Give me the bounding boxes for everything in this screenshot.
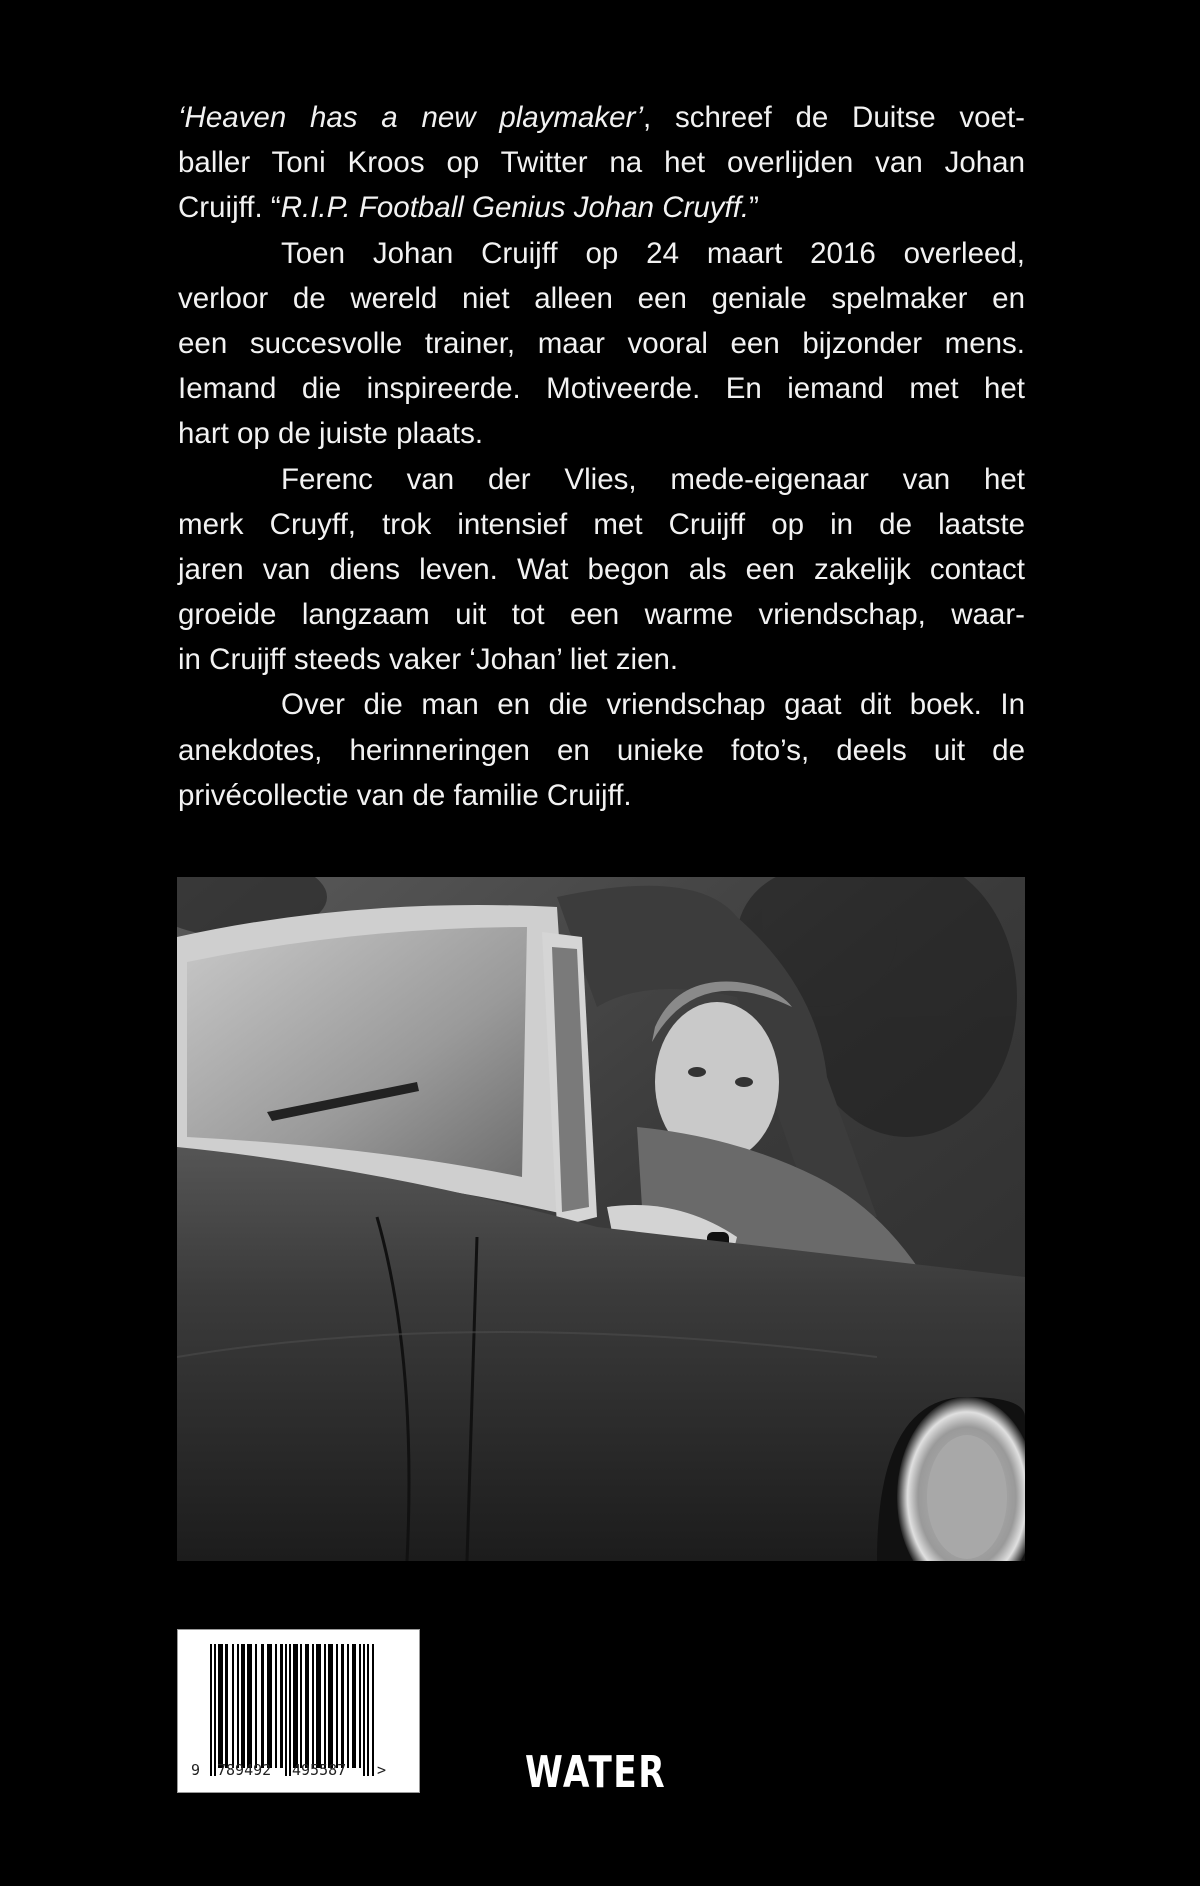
isbn-digits: 9 789492 495587 > [191,1761,387,1779]
blurb-line: Over die man en die vriendschap gaat dit boek. In [281,688,1025,722]
blurb-line: groeide langzaam uit tot een warme vriendschap, waar- [178,598,1025,632]
quote-italic: R.I.P. Football Genius Johan Cruyff. [280,191,750,225]
blurb-line: anekdotes, herinneringen en unieke foto’s, deels uit de [178,733,1025,767]
blurb-line: een succesvolle trainer, maar vooral een bijzonder mens. [178,326,1025,360]
photo-car-man [177,877,1025,1561]
cover-photo [177,877,1025,1561]
blurb-line: hart op de juiste plaats. [178,417,484,451]
blurb-line: privécollectie van de familie Cruijff. [178,778,632,812]
blurb-line: ‘Heaven has a new playmaker’, schreef de Duitse voet- [178,101,1025,134]
publisher-logo: WATER [525,1747,667,1798]
blurb-line: Toen Johan Cruijff op 24 maart 2016 overleed, [281,236,1025,270]
blurb-line: verloor de wereld niet alleen een geniale spelmaker en [178,281,1025,315]
blurb-line: baller Toni Kroos op Twitter na het overlijden van Johan [178,146,1025,180]
blurb-line: jaren van diens leven. Wat begon als een zakelijk contact [178,552,1025,586]
blurb-line: in Cruijff steeds vaker ‘Johan’ liet zien. [178,643,679,677]
isbn-barcode [177,1629,420,1793]
back-cover-blurb [178,95,1025,818]
blurb-line: Ferenc van der Vlies, mede-eigenaar van het [281,462,1025,496]
quote-italic: ‘Heaven has a new playmaker’ [178,101,644,134]
blurb-line: merk Cruyff, trok intensief met Cruijff op in de laatste [178,507,1025,541]
blurb-line: Cruijff. “R.I.P. Football Genius Johan Cruyff.” [178,191,759,225]
blurb-line: Iemand die inspireerde. Motiveerde. En iemand met het [178,372,1025,406]
